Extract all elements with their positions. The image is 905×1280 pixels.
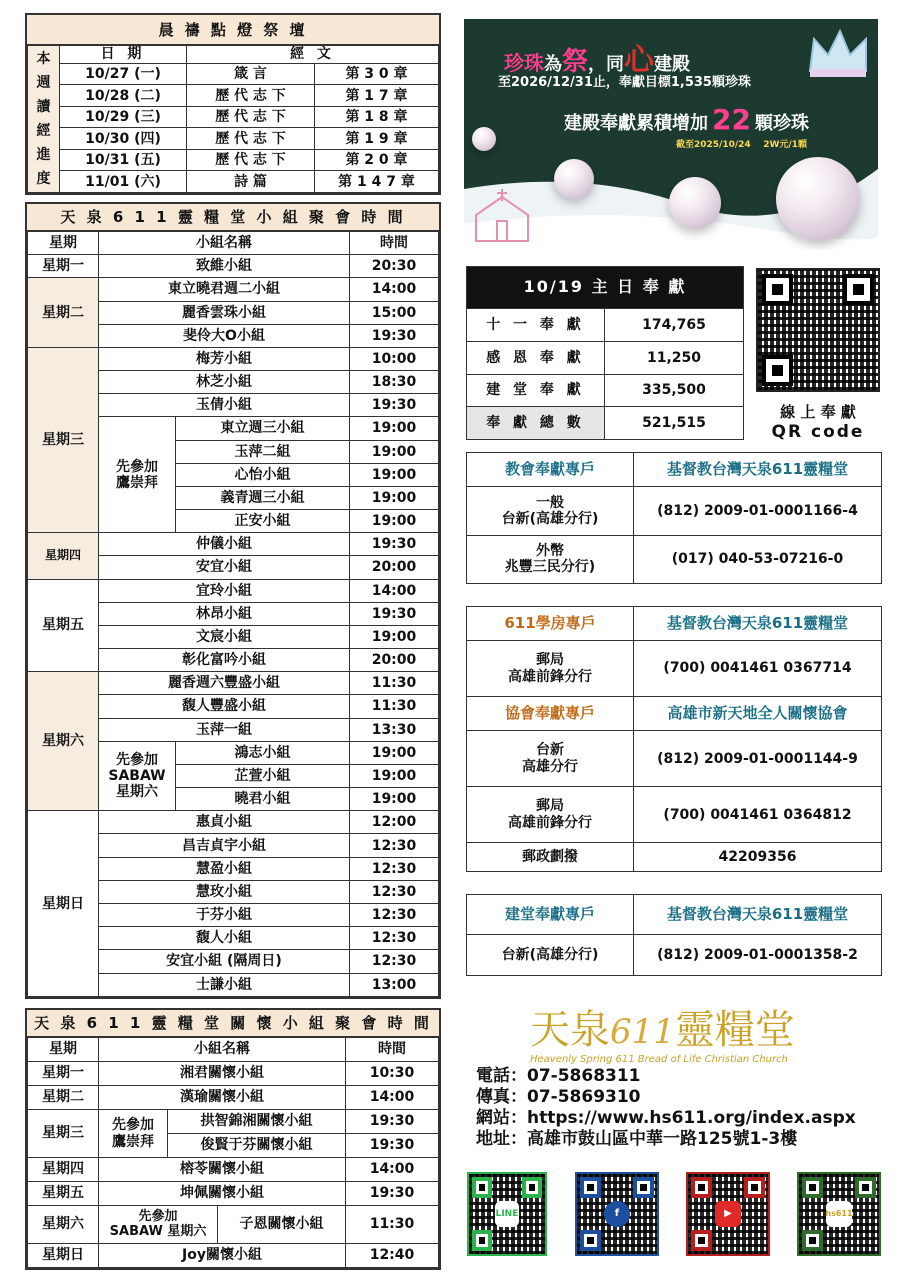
offering-title: 10/19 主 日 奉 獻 bbox=[467, 267, 744, 309]
account-row: 外幣 兆豐三民分行) (017) 040-53-07216-0 bbox=[467, 535, 882, 584]
reading-row: 10/28 (二) 歷 代 志 下 第 1 7 章 bbox=[28, 85, 439, 106]
account-row: 郵局 高雄前鋒分行 (700) 0041461 0364812 bbox=[467, 787, 882, 843]
table-row: 士謙小組 13:00 bbox=[28, 973, 439, 997]
table-row: 玉萍一組 13:30 bbox=[28, 718, 439, 741]
reading-row: 10/29 (三) 歷 代 志 下 第 1 8 章 bbox=[28, 106, 439, 127]
banner-line3: 建殿奉獻累積增加 22 顆珍珠 bbox=[564, 103, 809, 136]
address: 地址：高雄市鼓山區中華一路125號1-3樓 bbox=[476, 1129, 798, 1149]
reading-title: 晨 禱 點 燈 祭 壇 bbox=[27, 15, 439, 45]
care-table: 星期 小組名稱 時間 星期一 湘君關懷小組 10:30 星期二 漢瑜關懷小組 14:00 星期三 先參加 鷹崇拜 拱智錦湘關懷小組 19:30 俊賢于芬關懷小組 19:30 星期四 榕苓關懷小組 14:00 星期五 坤佩關懷小組 19:30 星期六 先參加 SABAW 星期六 子恩關懷小組 11:30 星期日 Joy關懷小組 12:40 bbox=[27, 1037, 439, 1268]
reading-table bbox=[27, 45, 439, 193]
online-offering-qr[interactable] bbox=[756, 268, 880, 392]
reading-side-label: 本 週 讀 經 進 度 bbox=[28, 46, 60, 193]
table-row: 正安小組 19:00 bbox=[28, 510, 439, 533]
church-account-table: 教會奉獻專戶 基督教台灣天泉611靈糧堂 一般 台新(高雄分行) (812) 2009-01-0001166-4 外幣 兆豐三民分行) (017) 040-53-07216-0 bbox=[466, 452, 882, 584]
table-row: 星期一 致維小組 20:30 bbox=[28, 255, 439, 278]
banner-line2: 至2026/12/31止，奉獻目標1,535顆珍珠 bbox=[498, 75, 751, 90]
table-row: 安宜小組 (隔周日) 12:30 bbox=[28, 950, 439, 973]
church-icon bbox=[472, 187, 532, 243]
table-row: 星期四 榕苓關懷小組 14:00 bbox=[28, 1158, 439, 1182]
care-title: 天 泉 6 1 1 靈 糧 堂 關 懷 小 組 聚 會 時 間 bbox=[27, 1010, 439, 1037]
offering-row: 奉 獻 總 數 521,515 bbox=[467, 407, 744, 440]
study-assoc-table: 611學房專戶 基督教台灣天泉611靈糧堂 郵局 高雄前鋒分行 (700) 0041461 0367714 協會奉獻專戶 高雄市新天地全人關懷協會 台新 高雄分行 (812) 2009-01-0001144-9 郵局 高雄前鋒分行 (700) 0041461 0364812 郵政劃撥 42209356 bbox=[466, 606, 882, 872]
table-row: 芷萱小組 19:00 bbox=[28, 764, 439, 787]
account-row: 郵局 高雄前鋒分行 (700) 0041461 0367714 bbox=[467, 641, 882, 697]
crown-icon bbox=[804, 25, 874, 81]
church-logo-icon: hs611 bbox=[826, 1201, 852, 1227]
table-row: 星期六 先參加 SABAW 星期六 子恩關懷小組 11:30 bbox=[28, 1206, 439, 1244]
table-row: 曉君小組 19:00 bbox=[28, 788, 439, 811]
church-account bbox=[466, 452, 882, 584]
offering-row: 感 恩 奉 獻 11,250 bbox=[467, 341, 744, 374]
line-qr[interactable] bbox=[467, 1172, 547, 1256]
table-row: 星期二 漢瑜關懷小組 14:00 bbox=[28, 1086, 439, 1110]
church-logo: 天泉611靈糧堂 Heavenly Spring 611 Bread of Life Christian Church bbox=[530, 1007, 795, 1065]
table-row: 先參加 SABAW 星期六 鴻志小組 19:00 bbox=[28, 741, 439, 764]
table-row: 馥人小組 12:30 bbox=[28, 927, 439, 950]
table-row: 星期三 先參加 鷹崇拜 拱智錦湘關懷小組 19:30 bbox=[28, 1110, 439, 1134]
table-row: 麗香雲珠小組 15:00 bbox=[28, 301, 439, 324]
banner-line1: 珍珠為祭，同心建殿 bbox=[504, 43, 691, 78]
table-row: 義青週三小組 19:00 bbox=[28, 486, 439, 509]
pearl-banner bbox=[464, 19, 878, 250]
study-assoc-account bbox=[466, 606, 882, 872]
table-row: 林昂小組 19:30 bbox=[28, 602, 439, 625]
youtube-icon: ▶ bbox=[715, 1201, 741, 1227]
reading-row: 10/30 (四) 歷 代 志 下 第 1 9 章 bbox=[28, 128, 439, 149]
website-link[interactable]: 網站：https://www.hs611.org/index.aspx bbox=[476, 1108, 856, 1128]
table-row: 星期三 梅芳小組 10:00 bbox=[28, 347, 439, 370]
table-row: 林芝小組 18:30 bbox=[28, 371, 439, 394]
table-row: 星期五 宜玲小組 14:00 bbox=[28, 579, 439, 602]
facebook-icon: f bbox=[604, 1201, 630, 1227]
table-row: 星期四 仲儀小組 19:30 bbox=[28, 533, 439, 556]
reading-date-header: 日 期 bbox=[60, 46, 187, 64]
care-schedule bbox=[25, 1008, 441, 1270]
table-row: 星期五 坤佩關懷小組 19:30 bbox=[28, 1182, 439, 1206]
account-row: 台新 高雄分行 (812) 2009-01-0001144-9 bbox=[467, 731, 882, 787]
table-row: 文宸小組 19:00 bbox=[28, 625, 439, 648]
line-icon: LINE bbox=[495, 1201, 519, 1227]
wed-sub-label: 先參加 鷹崇拜 bbox=[99, 417, 176, 533]
table-row: 昌吉貞宇小組 12:30 bbox=[28, 834, 439, 857]
website-qr[interactable] bbox=[797, 1172, 881, 1256]
reading-row: 10/27 (一) 箴 言 第 3 0 章 bbox=[28, 64, 439, 85]
table-row: 于芬小組 12:30 bbox=[28, 903, 439, 926]
offering-table bbox=[466, 266, 744, 440]
qr-caption: 線 上 奉 獻 QR code bbox=[771, 403, 865, 442]
table-row: 心怡小組 19:00 bbox=[28, 463, 439, 486]
reading-row: 10/31 (五) 歷 代 志 下 第 2 0 章 bbox=[28, 149, 439, 170]
table-row: 彰化富吟小組 20:00 bbox=[28, 649, 439, 672]
offering-row: 建 堂 奉 獻 335,500 bbox=[467, 374, 744, 407]
table-row: 星期六 麗香週六豐盛小組 11:30 bbox=[28, 672, 439, 695]
fax: 傳真：07-5869310 bbox=[476, 1087, 641, 1107]
pearl-icon bbox=[669, 177, 721, 229]
table-row: 星期二 東立曉君週二小組 14:00 bbox=[28, 278, 439, 301]
account-row: 郵政劃撥 42209356 bbox=[467, 843, 882, 872]
table-row: 慧盈小組 12:30 bbox=[28, 857, 439, 880]
offering-summary bbox=[466, 266, 744, 440]
facebook-qr[interactable] bbox=[575, 1172, 659, 1256]
group-title: 天 泉 6 1 1 靈 糧 堂 小 組 聚 會 時 間 bbox=[27, 204, 439, 231]
phone: 電話：07-5868311 bbox=[476, 1066, 641, 1086]
care-sat-name: 子恩關懷小組 bbox=[239, 1216, 324, 1233]
reading-row: 11/01 (六) 詩 篇 第 1 4 7 章 bbox=[28, 171, 439, 193]
table-row: 斐伶大O小組 19:30 bbox=[28, 324, 439, 347]
pearl-icon bbox=[472, 127, 496, 151]
banner-note: 截至2025/10/24 2W元/1顆 bbox=[676, 140, 807, 150]
sat-sub-label: 先參加 SABAW 星期六 bbox=[99, 741, 176, 811]
youtube-qr[interactable] bbox=[686, 1172, 770, 1256]
table-row: 星期日 惠貞小組 12:00 bbox=[28, 811, 439, 834]
offering-row: 十 一 奉 獻 174,765 bbox=[467, 309, 744, 342]
group-table: 星期 小組名稱 時間 星期一 致維小組 20:30 星期二 東立曉君週二小組 14:00 麗香雲珠小組 15:00 斐伶大O小組 19:30 星期三 梅芳小組 10:00 林芝小組 18:30 玉倩小組 19:30 先參加 鷹崇拜 東立週三小組 19:00 玉萍二組 19:00 心怡小組 19:00 義青週三小組 19:00 正安小組 19:00 星期四 仲儀小組 19:30 安宜小組 20:00 星期五 宜玲小組 14:00 林昂小組 19:30 文宸小組 19:00 彰化富吟小組 20:00 星期六 麗香週六豐盛小組 11:30 馥人豐盛小組 11:30 玉萍一組 13:30 先參加 SABAW 星期六 鴻志小組 19:00 芷萱小組 19:00 曉君小組 19:00 星期日 惠貞小組 12:00 昌吉貞宇小組 12:30 慧盈小組 12:30 慧玫小組 12:30 于芬小組 12:30 馥人小組 12:30 安宜小組 (隔周日) 12:30 士謙小組 13:00 bbox=[27, 231, 439, 997]
table-row: 安宜小組 20:00 bbox=[28, 556, 439, 579]
table-row: 馥人豐盛小組 11:30 bbox=[28, 695, 439, 718]
reading-scripture-header: 經 文 bbox=[187, 46, 439, 64]
account-row: 台新(高雄分行) (812) 2009-01-0001358-2 bbox=[467, 935, 882, 976]
group-schedule bbox=[25, 202, 441, 999]
table-row: 玉倩小組 19:30 bbox=[28, 394, 439, 417]
table-row: 星期一 湘君關懷小組 10:30 bbox=[28, 1062, 439, 1086]
building-account-table: 建堂奉獻專戶 基督教台灣天泉611靈糧堂 台新(高雄分行) (812) 2009-01-0001358-2 bbox=[466, 894, 882, 976]
contact-info bbox=[476, 1066, 896, 1150]
pearl-icon bbox=[776, 157, 860, 241]
table-row: 星期日 Joy關懷小組 12:40 bbox=[28, 1244, 439, 1268]
account-row: 一般 台新(高雄分行) (812) 2009-01-0001166-4 bbox=[467, 487, 882, 536]
table-row: 玉萍二組 19:00 bbox=[28, 440, 439, 463]
reading-schedule bbox=[25, 13, 441, 195]
care-sat-sub-label: 先參加 SABAW 星期六 bbox=[99, 1206, 218, 1243]
table-row: 俊賢于芬關懷小組 19:30 bbox=[28, 1134, 439, 1158]
pearl-icon bbox=[554, 159, 594, 199]
table-row: 慧玫小組 12:30 bbox=[28, 880, 439, 903]
building-account bbox=[466, 894, 882, 976]
table-row: 先參加 鷹崇拜 東立週三小組 19:00 bbox=[28, 417, 439, 440]
